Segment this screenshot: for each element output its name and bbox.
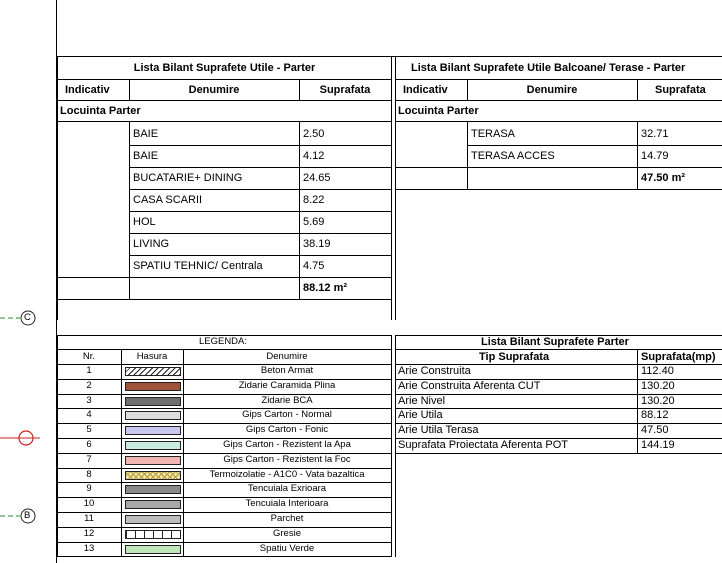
hatch-swatch bbox=[125, 530, 181, 539]
table-row-value: 8.22 bbox=[303, 194, 325, 206]
table-row-name: TERASA bbox=[471, 128, 516, 140]
hatch-swatch bbox=[125, 441, 181, 450]
table-title: Lista Bilant Suprafete Utile Balcoane/ Terase - Parter bbox=[411, 62, 686, 74]
table-row-value: 88.12 bbox=[641, 409, 669, 422]
legend-row-nr: 5 bbox=[86, 424, 92, 436]
table-row-value: 47.50 bbox=[641, 424, 669, 437]
legend-row-nr: 1 bbox=[86, 365, 92, 376]
col-header-suprafata: Suprafata(mp) bbox=[641, 351, 716, 363]
table-row-name: BUCATARIE+ DINING bbox=[133, 172, 243, 184]
legend-row-name: Zidarie BCA bbox=[261, 394, 313, 406]
axis-c-label: C bbox=[24, 312, 31, 323]
legend-row-name: Termoizolatie - A1C0 - Vata bazaltica bbox=[209, 468, 365, 480]
legend-row-name: Zidarie Caramida Plina bbox=[238, 379, 336, 391]
legend-row-name: Gips Carton - Rezistent la Foc bbox=[223, 453, 351, 465]
table-row-value: 5.69 bbox=[303, 216, 325, 228]
table-total: 47.50 m² bbox=[641, 172, 686, 184]
legend-row-name: Parchet bbox=[270, 513, 304, 524]
legend-row-nr: 9 bbox=[86, 483, 92, 495]
col-header-indicativ: Indicativ bbox=[65, 84, 110, 96]
table-row-name: Suprafata Proiectata Aferenta POT bbox=[398, 439, 568, 451]
table-row-name: BAIE bbox=[133, 128, 159, 140]
legend-row-name: Gresie bbox=[273, 527, 301, 539]
col-header-suprafata: Suprafata bbox=[655, 84, 706, 96]
table-title: Lista Bilant Suprafete Parter bbox=[481, 336, 629, 348]
table-row-name: LIVING bbox=[133, 238, 170, 250]
hatch-swatch bbox=[125, 411, 181, 420]
col-header-suprafata: Suprafata bbox=[319, 84, 371, 96]
table-row-name: BAIE bbox=[133, 150, 159, 162]
hatch-swatch bbox=[125, 485, 181, 494]
legend-row-nr: 8 bbox=[86, 468, 92, 480]
hatch-swatch bbox=[125, 471, 181, 480]
table-row-name: Arie Utila Terasa bbox=[398, 424, 479, 437]
legend-row-name: Gips Carton - Rezistent la Apa bbox=[223, 439, 351, 450]
col-header-denumire: Denumire bbox=[266, 351, 308, 362]
col-header-hasura: Hasura bbox=[136, 351, 168, 362]
col-header-indicativ: Indicativ bbox=[403, 84, 448, 96]
table-row-value: 130.20 bbox=[641, 394, 675, 407]
table-row-value: 130.20 bbox=[641, 379, 675, 392]
table-title: Lista Bilant Suprafete Utile - Parter bbox=[133, 62, 316, 74]
hatch-swatch bbox=[125, 397, 181, 406]
table-row-value: 4.12 bbox=[303, 150, 325, 162]
table-balcoane-terase bbox=[395, 57, 722, 320]
table-row-value: 112.40 bbox=[641, 365, 674, 377]
hatch-swatch bbox=[125, 456, 181, 465]
grid-axis-b bbox=[0, 506, 56, 526]
group-label: Locuinta Parter bbox=[60, 105, 141, 117]
legend-row-nr: 11 bbox=[84, 513, 94, 524]
hatch-swatch bbox=[125, 515, 181, 524]
legend-row-nr: 3 bbox=[86, 394, 92, 406]
legend-row-nr: 4 bbox=[86, 409, 92, 421]
section-marker-icon bbox=[0, 428, 56, 448]
legend-row-nr: 13 bbox=[83, 542, 95, 554]
legend-row-nr: 2 bbox=[86, 379, 92, 391]
table-row-name: TERASA ACCES bbox=[471, 150, 555, 162]
table-legenda bbox=[57, 335, 392, 557]
legend-row-name: Beton Armat bbox=[260, 365, 314, 376]
table-row-value: 24.65 bbox=[303, 172, 331, 184]
table-row-name: Arie Construita bbox=[398, 365, 471, 377]
table-row-name: Arie Construita Aferenta CUT bbox=[398, 379, 541, 392]
table-row-name: SPATIU TEHNIC/ Centrala bbox=[133, 260, 263, 272]
legend-row-name: Tencuiala Interioara bbox=[245, 498, 329, 510]
table-row-name: CASA SCARII bbox=[133, 194, 203, 206]
col-header-denumire: Denumire bbox=[526, 84, 578, 96]
grid-axis-c bbox=[0, 308, 56, 328]
hatch-swatch bbox=[125, 426, 181, 435]
hatch-swatch bbox=[125, 382, 181, 391]
table-row-value: 4.75 bbox=[303, 260, 325, 272]
legend-title: LEGENDA: bbox=[198, 336, 248, 347]
hatch-swatch bbox=[125, 500, 181, 509]
legend-row-nr: 6 bbox=[86, 439, 92, 450]
legend-row-nr: 7 bbox=[86, 453, 92, 465]
hatch-swatch bbox=[125, 545, 181, 554]
table-row-value: 32.71 bbox=[641, 128, 669, 140]
table-row-value: 14.79 bbox=[641, 150, 669, 162]
axis-b-label: B bbox=[24, 510, 31, 521]
legend-row-name: Gips Carton - Fonic bbox=[245, 424, 329, 436]
legend-row-name: Spatiu Verde bbox=[259, 542, 315, 554]
group-label: Locuinta Parter bbox=[398, 105, 479, 117]
table-row-name: HOL bbox=[133, 216, 156, 228]
table-row-value: 144.19 bbox=[641, 439, 675, 451]
hatch-swatch bbox=[125, 367, 181, 376]
table-row-value: 2.50 bbox=[303, 128, 325, 140]
table-row-name: Arie Utila bbox=[398, 409, 443, 422]
table-row-value: 38.19 bbox=[303, 238, 331, 250]
legend-row-nr: 10 bbox=[83, 498, 95, 510]
table-utile-parter bbox=[57, 57, 392, 320]
col-header-tip: Tip Suprafata bbox=[479, 351, 550, 363]
legend-row-nr: 12 bbox=[83, 527, 95, 539]
col-header-nr: Nr. bbox=[82, 351, 96, 362]
col-header-denumire: Denumire bbox=[188, 84, 240, 96]
table-row-name: Arie Nivel bbox=[398, 394, 446, 407]
legend-row-name: Tencuiala Exrioara bbox=[247, 483, 327, 495]
table-bilant-parter bbox=[395, 335, 722, 455]
table-total: 88.12 m² bbox=[303, 282, 348, 294]
grid-axis-section bbox=[0, 428, 56, 448]
legend-row-name: Gips Carton - Normal bbox=[242, 409, 332, 421]
